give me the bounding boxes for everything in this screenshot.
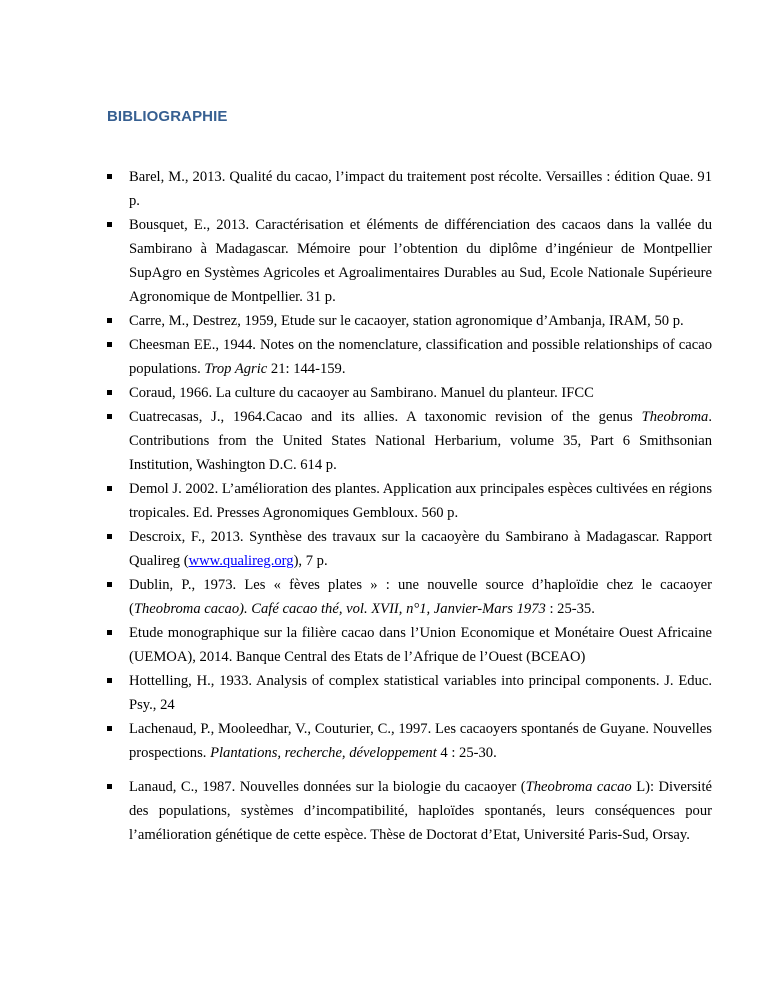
reference-species: Theobroma cacao — [525, 779, 632, 795]
reference-item — [107, 669, 712, 717]
reference-text-end: L): Diversité des populations, systèmes d’incompatibilité, haploïdes spontanés, leurs conséquences pour l’amélioration génétique de cette espèce. Thèse de Doctorat d’Etat, Université Paris-Sud, Orsay. — [129, 779, 713, 843]
reference-item — [107, 621, 712, 669]
reference-text-end: ), 7 p. — [293, 553, 328, 569]
reference-text-end: 4 : 25-30. — [436, 745, 497, 761]
reference-text: Etude monographique sur la filière cacao dans l’Union Economique et Monétaire Ouest Africaine (UEMOA), 2014. Banque Central des Etats de l’Afrique de l’Ouest (BCEAO) — [129, 625, 712, 665]
reference-item — [107, 165, 712, 213]
reference-text: Lachenaud, P., Mooleedhar, V., Couturier, C., 1997. Les cacaoyers spontanés de Guyane. Nouvelles prospections. — [129, 721, 712, 761]
reference-item — [107, 381, 712, 405]
reference-item — [107, 717, 712, 765]
reference-text: Coraud, 1966. La culture du cacaoyer au Sambirano. Manuel du planteur. IFCC — [129, 385, 594, 401]
square-bullet-icon — [107, 486, 112, 491]
square-bullet-icon — [107, 390, 112, 395]
reference-text: Dublin, P., 1973. Les « fèves plates » : une nouvelle source d’haploïdie chez le cacaoyer ( — [129, 577, 712, 617]
reference-journal: Theobroma cacao). Café cacao thé, vol. XVII, n°1, Janvier-Mars 1973 — [133, 601, 546, 617]
reference-list — [107, 165, 712, 847]
square-bullet-icon — [107, 630, 112, 635]
reference-item — [107, 309, 712, 333]
reference-text: Barel, M., 2013. Qualité du cacao, l’impact du traitement post récolte. Versailles : édition Quae. 91 p. — [129, 169, 712, 209]
reference-text: Hottelling, H., 1933. Analysis of complex statistical variables into principal components. J. Educ. Psy., 24 — [129, 673, 712, 713]
square-bullet-icon — [107, 222, 112, 227]
reference-text: Carre, M., Destrez, 1959, Etude sur le cacaoyer, station agronomique d’Ambanja, IRAM, 50 p. — [129, 313, 684, 329]
reference-item — [107, 333, 712, 381]
square-bullet-icon — [107, 582, 112, 587]
reference-text: Cuatrecasas, J., 1964.Cacao and its allies. A taxonomic revision of the genus — [129, 409, 642, 425]
square-bullet-icon — [107, 678, 112, 683]
reference-text: Demol J. 2002. L’amélioration des plantes. Application aux principales espèces cultivées en régions tropicales. Ed. Presses Agronomiques Gembloux. 560 p. — [129, 481, 712, 521]
square-bullet-icon — [107, 534, 112, 539]
square-bullet-icon — [107, 318, 112, 323]
page-heading: BIBLIOGRAPHIE — [107, 108, 228, 125]
reference-item — [107, 573, 712, 621]
reference-journal: Trop Agric — [204, 361, 268, 377]
square-bullet-icon — [107, 414, 112, 419]
reference-item — [107, 525, 712, 573]
square-bullet-icon — [107, 726, 112, 731]
reference-text: Bousquet, E., 2013. Caractérisation et éléments de différenciation des cacaos dans la vallée du Sambirano à Madagascar. Mémoire pour l’obtention du diplôme d’ingénieur de Montpellier SupAgro en Systèmes Agricoles et Agroalimentaires Durables au Sud, Ecole Nationale Supérieure Agronomique de Montpellier. 31 p. — [129, 217, 712, 305]
square-bullet-icon — [107, 342, 112, 347]
reference-text: Descroix, F., 2013. Synthèse des travaux sur la cacaoyère du Sambirano à Madagascar. Rapport Qualireg ( — [129, 529, 712, 569]
reference-text-end: 21: 144-159. — [267, 361, 346, 377]
reference-item — [107, 775, 712, 847]
reference-genus: Theobroma — [641, 409, 709, 425]
square-bullet-icon — [107, 174, 112, 179]
reference-journal: Plantations, recherche, développement — [210, 745, 437, 761]
square-bullet-icon — [107, 784, 112, 789]
reference-item — [107, 213, 712, 309]
reference-item — [107, 477, 712, 525]
reference-item — [107, 405, 712, 477]
qualireg-link[interactable]: www.qualireg.org — [188, 553, 294, 569]
reference-text-end: : 25-35. — [545, 601, 595, 617]
reference-text: Lanaud, C., 1987. Nouvelles données sur la biologie du cacaoyer ( — [129, 779, 526, 795]
reference-text: Cheesman EE., 1944. Notes on the nomenclature, classification and possible relationships of cacao populations. — [129, 337, 712, 377]
reference-text-end: . Contributions from the United States National Herbarium, volume 35, Part 6 Smithsonian Institution, Washington D.C. 614 p. — [129, 409, 712, 473]
